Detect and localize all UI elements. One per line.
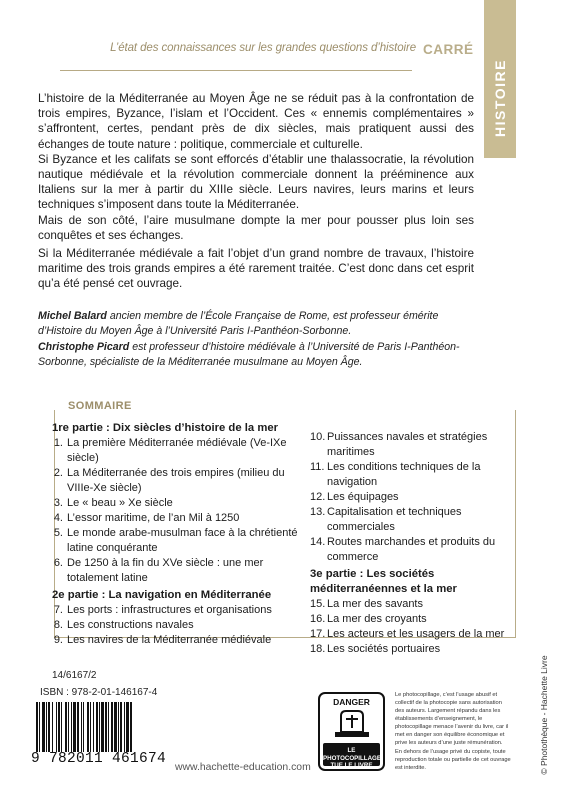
toc-item [52,633,306,648]
toc-item [310,460,510,490]
toc-item-number: 11. [310,461,325,473]
header-divider [60,70,412,71]
toc-item-title: Les conditions techniques de la navigation [327,461,481,488]
isbn-number: ISBN : 978-2-01-146167-4 [40,687,158,698]
photo-copyright: © Photothèque - Hachette Livre [539,655,549,775]
toc-item-title: De 1250 à la fin du XVe siècle : une mer totalement latine [67,557,264,584]
danger-title: DANGER [333,697,370,707]
toc-item-number: 3. [53,497,63,509]
publisher-url: www.hachette-education.com [175,762,311,773]
barcode-image [34,702,172,752]
toc-item [52,556,306,586]
toc-part-heading: 2e partie : La navigation en Méditerranée [52,589,272,601]
toc-item-title: Puissances navales et stratégies maritimes [327,431,488,458]
copy-restriction-notice: En dehors de l’usage privé du copiste, toute reproduction totale ou partielle de cet ouvrage est interdite. [395,749,511,771]
toc-item-number: 18. [310,643,326,655]
intro-text-2 [38,246,474,292]
toc-item-number: 5. [53,527,63,539]
toc-item-number: 13. [310,506,326,518]
toc-item-title: La Méditerranée des trois empires (milieu du VIIIe-Xe siècle) [67,467,285,494]
toc-item [310,597,510,612]
toc-item [310,642,510,657]
toc-item-title: La mer des croyants [327,613,427,625]
toc-item-number: 8. [53,619,63,631]
toc-item-number: 10. [310,431,326,443]
toc-item-title: Les équipages [327,491,399,503]
intro-paragraph: L’histoire de la Méditerranée au Moyen Âge ne se réduit pas à la confrontation de trois empires, Byzance, l’islam et l’Occident. Ces « ennemis complémentaires » s’affrontent, certes, pendant près de dix siècles, mais pratiquent aussi des échanges de toute nature : politique, commerciale et culturelle. [38,92,474,151]
toc-item [52,466,306,496]
toc-item-number: 7. [53,604,63,616]
section-side-tab [484,0,516,158]
intro-paragraph: Si Byzance et les califats se sont efforcés d’établir une thalassocratie, la révolution nautique médiévale et la révolution commerciale donnent la prééminence aux Italiens sur la mer à partir du XIIIe siècle. Leurs navires, leurs marins et leurs techniques s’imposent dans toute la Méditerranée. [38,152,474,212]
toc-item-title: Routes marchandes et produits du commerce [327,536,496,563]
toc-item-number: 6. [53,557,63,569]
photocopy-notice: Le photocopillage, c’est l’usage abusif et collectif de la photocopie sans autorisation des auteurs. Largement répandu dans les établissements d’enseignement, le photocopillage menace l’avenir du livre, car il met en danger son équilibre économique et prive les auteurs d’une juste rémunération. [395,692,509,746]
intro-text [38,91,474,243]
toc-item [52,511,306,526]
barcode-digits: 9 782011 461674 [31,751,167,767]
series-tagline: L’état des connaissances sur les grandes questions d’histoire [110,42,416,54]
toc-item-title: Les ports : infrastructures et organisations [67,604,272,616]
toc-item [52,526,306,556]
toc-item-title: Les acteurs et les usagers de la mer [327,628,505,640]
danger-slogan: LE PHOTOCOPILLAGE TUE LE LIVRE [323,743,380,766]
intro-paragraph: Mais de son côté, l’aire musulmane dompte la mer pour pousser plus loin ses conquêtes et ses échanges. [38,213,474,242]
author-bio [38,340,474,369]
toc-item-title: Les sociétés portuaires [327,643,441,655]
toc-item [310,627,510,642]
toc-item-title: Les navires de la Méditerranée médiévale [67,634,272,646]
toc-item [310,535,510,565]
toc-item-number: 14. [310,536,326,548]
toc-item-title: La mer des savants [327,598,423,610]
book-reference: 14/6167/2 [52,670,97,681]
author-bio [38,309,474,338]
author-name: Christophe Picard [38,341,130,353]
author-name: Michel Balard [38,310,107,322]
toc-item-number: 15. [310,598,326,610]
toc-item-number: 1. [53,437,63,449]
series-brand: CARRÉ [423,42,474,57]
toc-item [52,618,306,633]
toc-item-number: 16. [310,613,326,625]
toc-part-heading: 1re partie : Dix siècles d’histoire de la mer [52,422,279,434]
toc-item-number: 4. [53,512,63,524]
book-gravestone-icon [332,708,372,739]
toc-item-title: Les constructions navales [67,619,194,631]
toc-item [310,430,510,460]
intro-paragraph: Si la Méditerranée médiévale a fait l’objet d’un grand nombre de travaux, l’histoire maritime des trois grands empires a été rarement traitée. C’est donc dans cet esprit qu’a été pensé cet ouvrage. [38,247,474,291]
toc-item [52,603,306,618]
toc-item-title: L’essor maritime, de l’an Mil à 1250 [67,512,240,524]
toc-item [310,490,510,505]
toc-item-title: Le monde arabe-musulman face à la chrétienté latine conquérante [67,527,298,554]
author-description: est professeur d’histoire médiévale à l’Université de Paris I-Panthéon-Sorbonne, spécialiste de la Méditerranée musulmane au Moyen Âge. [38,341,460,368]
toc-item-number: 9. [53,634,63,646]
toc-right-column [310,430,510,657]
toc-item [310,505,510,535]
toc-item-number: 12. [310,491,326,503]
toc-item-number: 17. [310,628,326,640]
toc-item-title: Capitalisation et techniques commerciales [327,506,462,533]
author-description: ancien membre de l’École Française de Rome, est professeur émérite d’Histoire du Moyen Âge à l’Université Paris I-Panthéon-Sorbonne. [38,310,439,337]
sommaire-label: SOMMAIRE [64,400,136,412]
toc-item [52,436,306,466]
toc-item [52,496,306,511]
section-label: HISTOIRE [492,59,508,137]
toc-item-number: 2. [53,467,63,479]
toc-item-title: Le « beau » Xe siècle [67,497,173,509]
toc-item [310,612,510,627]
photocopy-warning-badge [318,692,385,771]
toc-part-heading: 3e partie : Les sociétés méditerranéennes et la mer [310,568,457,595]
toc-item-title: La première Méditerranée médiévale (Ve-IXe siècle) [67,437,287,464]
toc-left-column [52,421,306,648]
